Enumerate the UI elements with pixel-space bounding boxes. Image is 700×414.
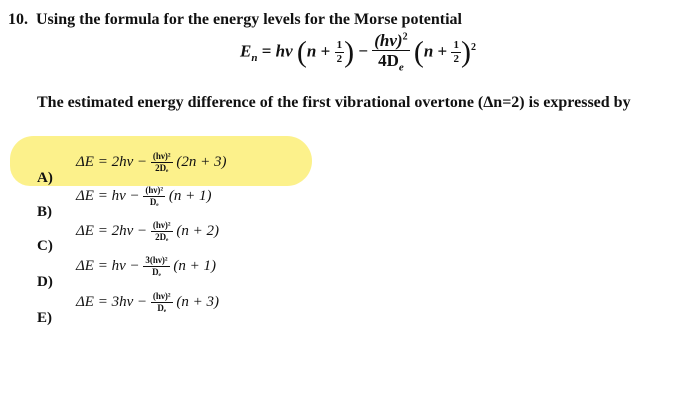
option-c-letter[interactable]: C)	[37, 238, 53, 254]
morse-energy-formula: $E_n$ = hv (n + $\frac{1}{2}$ ) − $\frac{(hv)^2}{4D_e}$ (n + $\frac{1}{2}$ )$^2$	[240, 31, 476, 74]
option-b-expression[interactable]: ΔE = hv − $\frac{\text{(hν)²}}{\text{Dₑ}}$ (n + 1)	[76, 185, 212, 207]
question-heading	[8, 11, 462, 29]
question-number: 10.	[8, 11, 28, 28]
option-d-expression[interactable]: ΔE = hv − $\frac{\text{3(hν)²}}{\text{Dₑ}}$ (n + 1)	[76, 255, 216, 277]
question-statement: The estimated energy difference of the first vibrational overtone (Δn=2) is expressed by	[37, 94, 631, 111]
option-a-expression[interactable]: ΔE = 2hv − $\frac{\text{(hν)²}}{\text{2Dₑ}}$ (2n + 3)	[76, 151, 227, 173]
question-text: Using the formula for the energy levels for the Morse potential	[36, 11, 462, 28]
option-e-letter[interactable]: E)	[37, 310, 52, 326]
option-d-letter[interactable]: D)	[37, 274, 53, 290]
option-b-letter[interactable]: B)	[37, 204, 52, 220]
option-a-letter[interactable]: A)	[37, 170, 53, 186]
option-c-expression[interactable]: ΔE = 2hv − $\frac{\text{(hν)²}}{\text{2Dₑ}}$ (n + 2)	[76, 220, 219, 242]
option-e-expression[interactable]: ΔE = 3hv − $\frac{\text{(hν)²}}{\text{Dₑ}}$ (n + 3)	[76, 291, 219, 313]
